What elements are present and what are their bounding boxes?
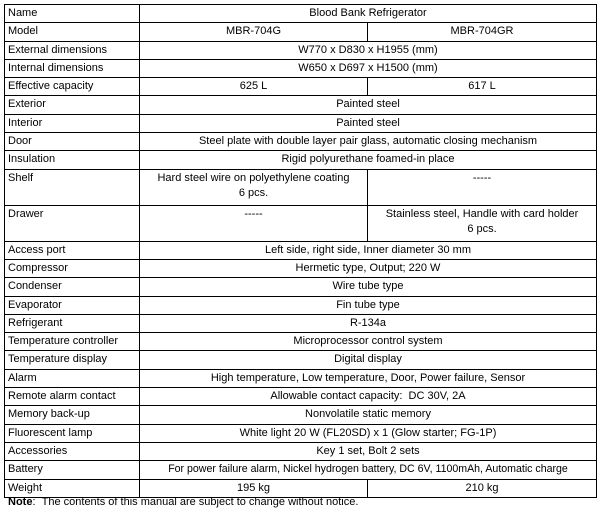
shelf-g-line1: Hard steel wire on polyethylene coating [157,171,350,184]
row-remote-alarm-contact [5,388,597,406]
row-value: Microprocessor control system [140,333,597,351]
row-label: Compressor [5,259,140,277]
row-label: Battery [5,461,140,479]
row-battery [5,461,597,479]
row-label: Remote alarm contact [5,388,140,406]
row-value: For power failure alarm, Nickel hydrogen battery, DC 6V, 1100mAh, Automatic charge [140,461,597,479]
row-label: Shelf [5,169,140,205]
row-value: Key 1 set, Bolt 2 sets [140,442,597,460]
row-label: Memory back-up [5,406,140,424]
row-value: R-134a [140,314,597,332]
row-value: Hermetic type, Output; 220 W [140,259,597,277]
row-label: Accessories [5,442,140,460]
row-label: Access port [5,241,140,259]
row-value: Digital display [140,351,597,369]
row-value: W650 x D697 x H1500 (mm) [140,59,597,77]
shelf-g [140,169,368,205]
row-label: Refrigerant [5,314,140,332]
row-label: Internal dimensions [5,59,140,77]
row-compressor [5,259,597,277]
row-label: Temperature display [5,351,140,369]
row-value: Fin tube type [140,296,597,314]
row-door [5,133,597,151]
row-value: Steel plate with double layer pair glass, automatic closing mechanism [140,133,597,151]
row-evaporator [5,296,597,314]
weight-gr: 210 kg [368,479,597,497]
row-value: High temperature, Low temperature, Door, Power failure, Sensor [140,369,597,387]
row-label: External dimensions [5,41,140,59]
row-external-dimensions [5,41,597,59]
row-label: Evaporator [5,296,140,314]
drawer-gr-line2: 6 pcs. [467,222,497,235]
shelf-g-line2: 6 pcs. [238,186,269,199]
row-temperature-display [5,351,597,369]
row-label: Effective capacity [5,78,140,96]
drawer-gr-line1: Stainless steel, Handle with card holder [385,207,579,220]
row-access-port [5,241,597,259]
row-value: Rigid polyurethane foamed-in place [140,151,597,169]
model-gr: MBR-704GR [368,23,597,41]
weight-g: 195 kg [140,479,368,497]
row-effective-capacity [5,78,597,96]
row-value: Allowable contact capacity: DC 30V, 2A [140,388,597,406]
row-interior [5,114,597,132]
row-exterior [5,96,597,114]
shelf-gr: ----- [368,169,597,205]
row-label: Fluorescent lamp [5,424,140,442]
row-value: W770 x D830 x H1955 (mm) [140,41,597,59]
drawer-g: ----- [140,205,368,241]
row-label: Alarm [5,369,140,387]
capacity-gr: 617 L [368,78,597,96]
row-name [5,5,597,23]
row-refrigerant [5,314,597,332]
row-value: Left side, right side, Inner diameter 30 mm [140,241,597,259]
footnote [8,496,358,508]
row-condenser [5,278,597,296]
row-memory-backup [5,406,597,424]
row-shelf [5,169,597,205]
row-value: Wire tube type [140,278,597,296]
row-label: Model [5,23,140,41]
row-label: Name [5,5,140,23]
row-value: White light 20 W (FL20SD) x 1 (Glow starter; FG-1P) [140,424,597,442]
row-value: Nonvolatile static memory [140,406,597,424]
row-value: Painted steel [140,96,597,114]
row-accessories [5,442,597,460]
drawer-gr [368,205,597,241]
row-weight [5,479,597,497]
row-value: Blood Bank Refrigerator [140,5,597,23]
row-label: Weight [5,479,140,497]
row-label: Exterior [5,96,140,114]
row-label: Interior [5,114,140,132]
row-temperature-controller [5,333,597,351]
spec-table [4,4,597,498]
row-model [5,23,597,41]
row-fluorescent-lamp [5,424,597,442]
row-drawer [5,205,597,241]
row-value: Painted steel [140,114,597,132]
row-label: Temperature controller [5,333,140,351]
note-text: The contents of this manual are subject to change without notice. [41,496,359,508]
row-label: Condenser [5,278,140,296]
row-label: Insulation [5,151,140,169]
row-internal-dimensions [5,59,597,77]
note-label: Note [8,496,33,508]
row-insulation [5,151,597,169]
row-label: Drawer [5,205,140,241]
capacity-g: 625 L [140,78,368,96]
row-label: Door [5,133,140,151]
model-g: MBR-704G [140,23,368,41]
note-separator: : [32,496,36,508]
row-alarm [5,369,597,387]
